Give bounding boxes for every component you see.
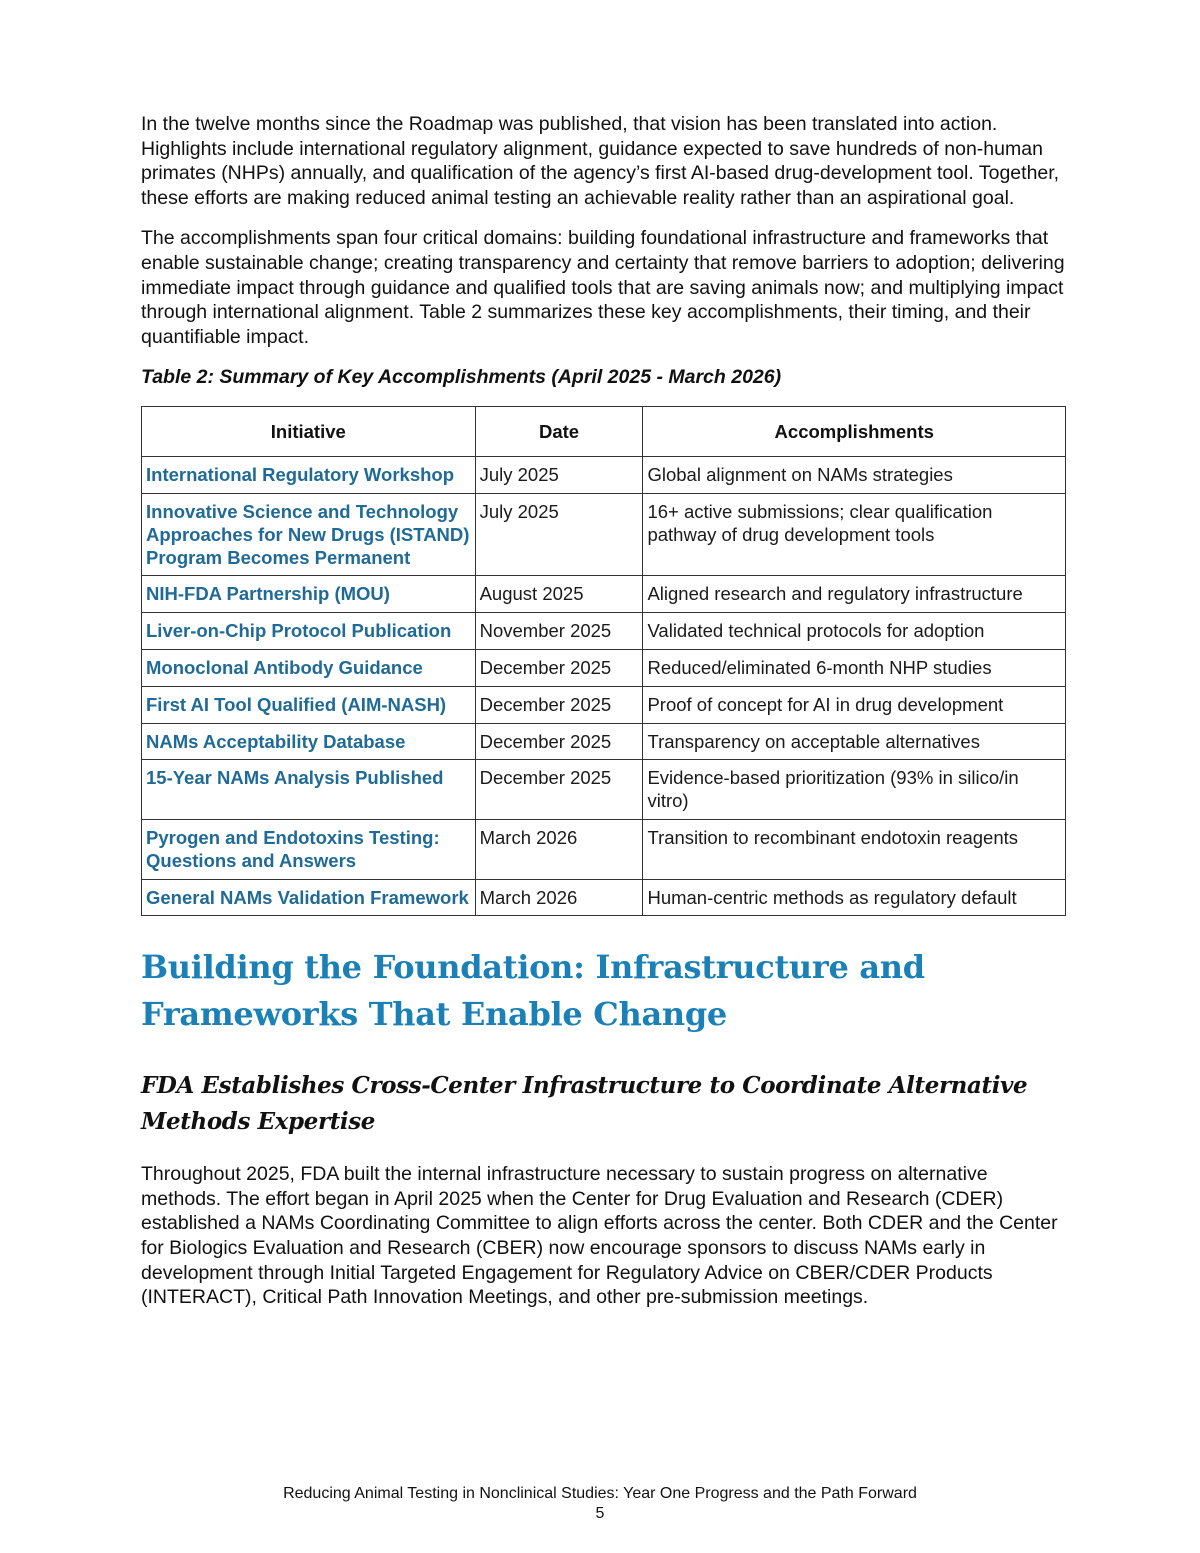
footer-title: Reducing Animal Testing in Nonclinical Studies: Year One Progress and the Path Forward bbox=[283, 1485, 917, 1502]
initiative-cell: Pyrogen and Endotoxins Testing: Questions and Answers bbox=[142, 819, 476, 879]
accomplishment-cell: Transition to recombinant endotoxin reagents bbox=[643, 819, 1066, 879]
accomplishments-table bbox=[141, 406, 1066, 916]
table-row bbox=[142, 613, 1066, 650]
page-footer bbox=[0, 1484, 1200, 1524]
date-cell: December 2025 bbox=[475, 686, 643, 723]
accomplishment-cell: Validated technical protocols for adoption bbox=[643, 613, 1066, 650]
table-row bbox=[142, 493, 1066, 575]
table-caption: Table 2: Summary of Key Accomplishments (April 2025 - March 2026) bbox=[141, 366, 782, 389]
date-cell: August 2025 bbox=[475, 576, 643, 613]
initiative-cell: Monoclonal Antibody Guidance bbox=[142, 649, 476, 686]
table-row bbox=[142, 457, 1066, 494]
accomplishment-cell: Reduced/eliminated 6-month NHP studies bbox=[643, 649, 1066, 686]
accomplishment-cell: Evidence-based prioritization (93% in silico/in vitro) bbox=[643, 760, 1066, 820]
date-cell: July 2025 bbox=[475, 457, 643, 494]
table-row bbox=[142, 760, 1066, 820]
initiative-cell: Innovative Science and Technology Approaches for New Drugs (ISTAND) Program Becomes Permanent bbox=[142, 493, 476, 575]
header-initiative: Initiative bbox=[142, 407, 476, 457]
accomplishment-cell: Human-centric methods as regulatory default bbox=[643, 879, 1066, 916]
initiative-cell: Liver-on-Chip Protocol Publication bbox=[142, 613, 476, 650]
accomplishment-cell: Global alignment on NAMs strategies bbox=[643, 457, 1066, 494]
accomplishment-cell: Transparency on acceptable alternatives bbox=[643, 723, 1066, 760]
section-body-paragraph: Throughout 2025, FDA built the internal infrastructure necessary to sustain progress on alternative methods. The effort began in April 2025 when the Center for Drug Evaluation and Research (CDER) established a NAMs Coordinating Committee to align efforts across the center. Both CDER and the Center for Biologics Evaluation and Research (CBER) now encourage sponsors to discuss NAMs early in development through Initial Targeted Engagement for Regulatory Advice on CBER/CDER Products (INTERACT), Critical Path Innovation Meetings, and other pre-submission meetings. bbox=[141, 1163, 1058, 1309]
date-cell: December 2025 bbox=[475, 723, 643, 760]
header-accomplishments: Accomplishments bbox=[643, 407, 1066, 457]
date-cell: July 2025 bbox=[475, 493, 643, 575]
table-row bbox=[142, 723, 1066, 760]
accomplishment-cell: Proof of concept for AI in drug development bbox=[643, 686, 1066, 723]
date-cell: December 2025 bbox=[475, 760, 643, 820]
date-cell: March 2026 bbox=[475, 879, 643, 916]
initiative-cell: NIH-FDA Partnership (MOU) bbox=[142, 576, 476, 613]
initiative-cell: First AI Tool Qualified (AIM-NASH) bbox=[142, 686, 476, 723]
subsection-heading: FDA Establishes Cross-Center Infrastructure to Coordinate Alternative Methods Expertise bbox=[141, 1072, 1028, 1136]
initiative-cell: 15-Year NAMs Analysis Published bbox=[142, 760, 476, 820]
table-header-row bbox=[142, 407, 1066, 457]
page-number: 5 bbox=[595, 1505, 605, 1522]
intro-paragraph-2: The accomplishments span four critical domains: building foundational infrastructure and frameworks that enable sustainable change; creating transparency and certainty that remove barriers to adoption; delivering immediate impact through guidance and qualified tools that are saving animals now; and multiplying impact through international alignment. Table 2 summarizes these key accomplishments, their timing, and their quantifiable impact. bbox=[141, 227, 1065, 348]
initiative-cell: General NAMs Validation Framework bbox=[142, 879, 476, 916]
table-row bbox=[142, 649, 1066, 686]
date-cell: November 2025 bbox=[475, 613, 643, 650]
accomplishment-cell: 16+ active submissions; clear qualification pathway of drug development tools bbox=[643, 493, 1066, 575]
table-row bbox=[142, 686, 1066, 723]
table-row bbox=[142, 576, 1066, 613]
date-cell: March 2026 bbox=[475, 819, 643, 879]
document-page bbox=[141, 112, 1066, 1326]
initiative-cell: International Regulatory Workshop bbox=[142, 457, 476, 494]
header-date: Date bbox=[475, 407, 643, 457]
section-heading: Building the Foundation: Infrastructure and Frameworks That Enable Change bbox=[141, 948, 925, 1034]
date-cell: December 2025 bbox=[475, 649, 643, 686]
accomplishment-cell: Aligned research and regulatory infrastructure bbox=[643, 576, 1066, 613]
table-row bbox=[142, 819, 1066, 879]
intro-paragraph-1: In the twelve months since the Roadmap was published, that vision has been translated into action. Highlights include international regulatory alignment, guidance expected to save hundreds of non-human primates (NHPs) annually, and qualification of the agency’s first AI-based drug-development tool. Together, these efforts are making reduced animal testing an achievable reality rather than an aspirational goal. bbox=[141, 113, 1060, 209]
table-row bbox=[142, 879, 1066, 916]
initiative-cell: NAMs Acceptability Database bbox=[142, 723, 476, 760]
